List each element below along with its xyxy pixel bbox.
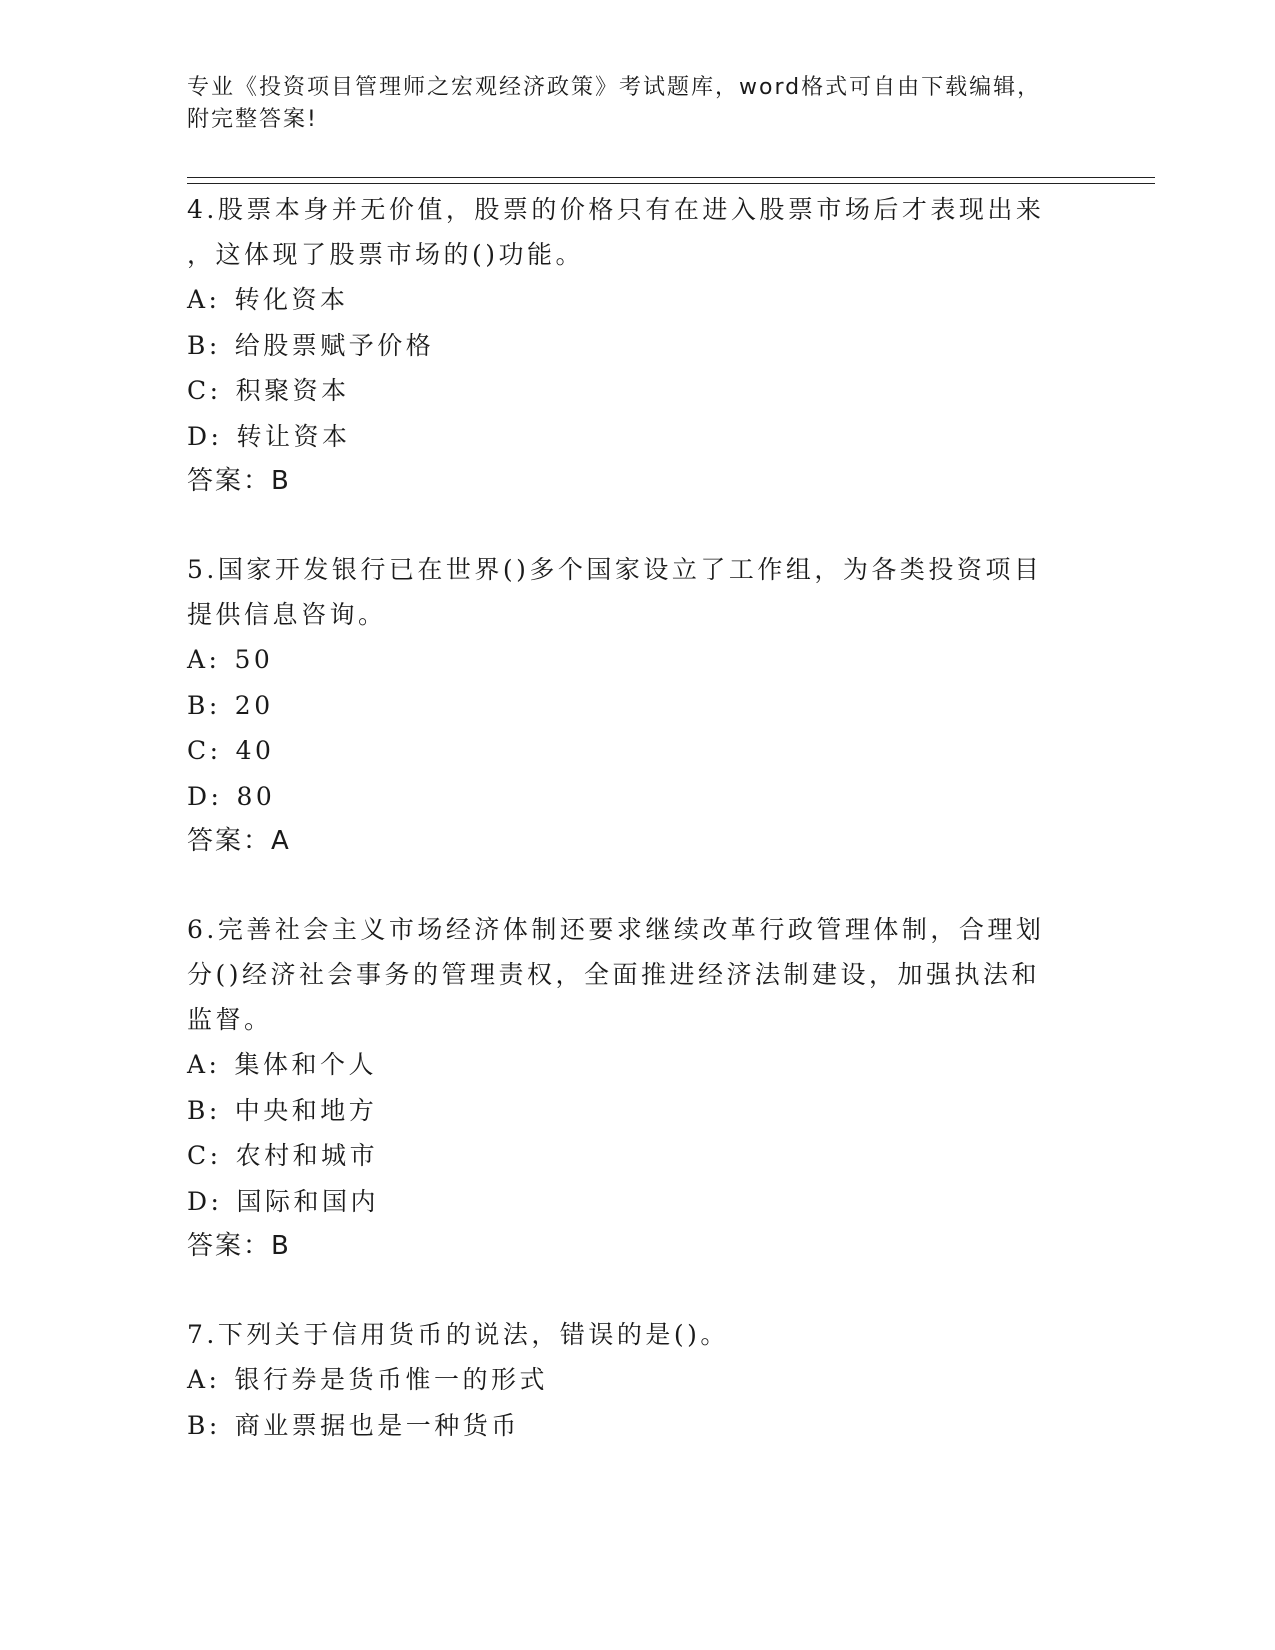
- option-text: 农村和城市: [235, 1141, 379, 1170]
- option-text: 转让资本: [236, 421, 351, 451]
- option-text: 50: [234, 645, 274, 674]
- stem-line: 7.下列关于信用货币的说法，错误的是()。: [187, 1320, 729, 1349]
- option-key: C:: [187, 376, 222, 405]
- option-key: D:: [187, 781, 223, 811]
- option-key: C:: [187, 736, 222, 765]
- option-text: 商业票据也是一种货币: [234, 1410, 520, 1440]
- option-text: 80: [236, 781, 276, 811]
- question-5: [187, 547, 1067, 864]
- option-a: [187, 277, 1067, 323]
- question-6: [187, 907, 1067, 1269]
- option-text: 40: [235, 736, 275, 765]
- option-a: [187, 1042, 1067, 1088]
- option-key: A:: [187, 1050, 221, 1079]
- stem-line: 监督。: [187, 1005, 273, 1034]
- header-line-2: 附完整答案!: [187, 107, 318, 132]
- option-key: C:: [187, 1141, 222, 1170]
- header-divider-top: [187, 177, 1155, 178]
- option-a: [187, 1357, 1067, 1403]
- question-4: [187, 187, 1067, 504]
- option-text: 给股票赋予价格: [234, 330, 435, 360]
- option-text: 集体和个人: [234, 1050, 377, 1079]
- option-key: B:: [187, 1410, 221, 1440]
- stem-line: 分()经济社会事务的管理责权，全面推进经济法制建设，加强执法和: [187, 960, 1041, 989]
- header-line-1: 专业《投资项目管理师之宏观经济政策》考试题库，word格式可自由下载编辑，: [187, 75, 1042, 100]
- document-header: [187, 72, 1067, 136]
- stem-line: 5.国家开发银行已在世界()多个国家设立了工作组，为各类投资项目: [187, 555, 1043, 584]
- option-text: 积聚资本: [235, 376, 350, 405]
- question-stem: [187, 1312, 1067, 1357]
- option-a: [187, 637, 1067, 683]
- question-stem: [187, 187, 1067, 277]
- answer-line: 答案：B: [187, 466, 291, 496]
- option-text: 国际和国内: [236, 1186, 379, 1216]
- option-d: [187, 774, 1067, 820]
- question-list: [187, 187, 1067, 1448]
- question-stem: [187, 907, 1067, 1042]
- option-key: D:: [187, 421, 223, 451]
- option-b: [187, 323, 1067, 369]
- option-b: [187, 1403, 1067, 1449]
- option-key: A:: [187, 1365, 221, 1394]
- option-key: A:: [187, 645, 221, 674]
- option-key: B:: [187, 330, 221, 360]
- option-d: [187, 1179, 1067, 1225]
- option-text: 转化资本: [234, 285, 349, 314]
- option-text: 中央和地方: [234, 1095, 378, 1125]
- option-key: B:: [187, 1095, 221, 1125]
- answer-line: 答案：B: [187, 1231, 291, 1261]
- option-c: [187, 368, 1067, 414]
- question-stem: [187, 547, 1067, 637]
- question-7: [187, 1312, 1067, 1448]
- option-key: D:: [187, 1186, 223, 1216]
- header-divider-bottom: [187, 183, 1155, 184]
- option-d: [187, 414, 1067, 460]
- answer-line: 答案：A: [187, 826, 291, 856]
- option-b: [187, 1088, 1067, 1134]
- stem-line: 提供信息咨询。: [187, 600, 387, 629]
- option-key: B:: [187, 690, 221, 720]
- option-key: A:: [187, 285, 221, 314]
- option-text: 银行券是货币惟一的形式: [234, 1365, 548, 1394]
- option-c: [187, 1133, 1067, 1179]
- option-c: [187, 728, 1067, 774]
- stem-line: 6.完善社会主义市场经济体制还要求继续改革行政管理体制，合理划: [187, 915, 1045, 944]
- stem-line: ，这体现了股票市场的()功能。: [187, 240, 585, 269]
- stem-line: 4.股票本身并无价值，股票的价格只有在进入股票市场后才表现出来: [187, 195, 1045, 224]
- option-b: [187, 683, 1067, 729]
- option-text: 20: [234, 690, 274, 720]
